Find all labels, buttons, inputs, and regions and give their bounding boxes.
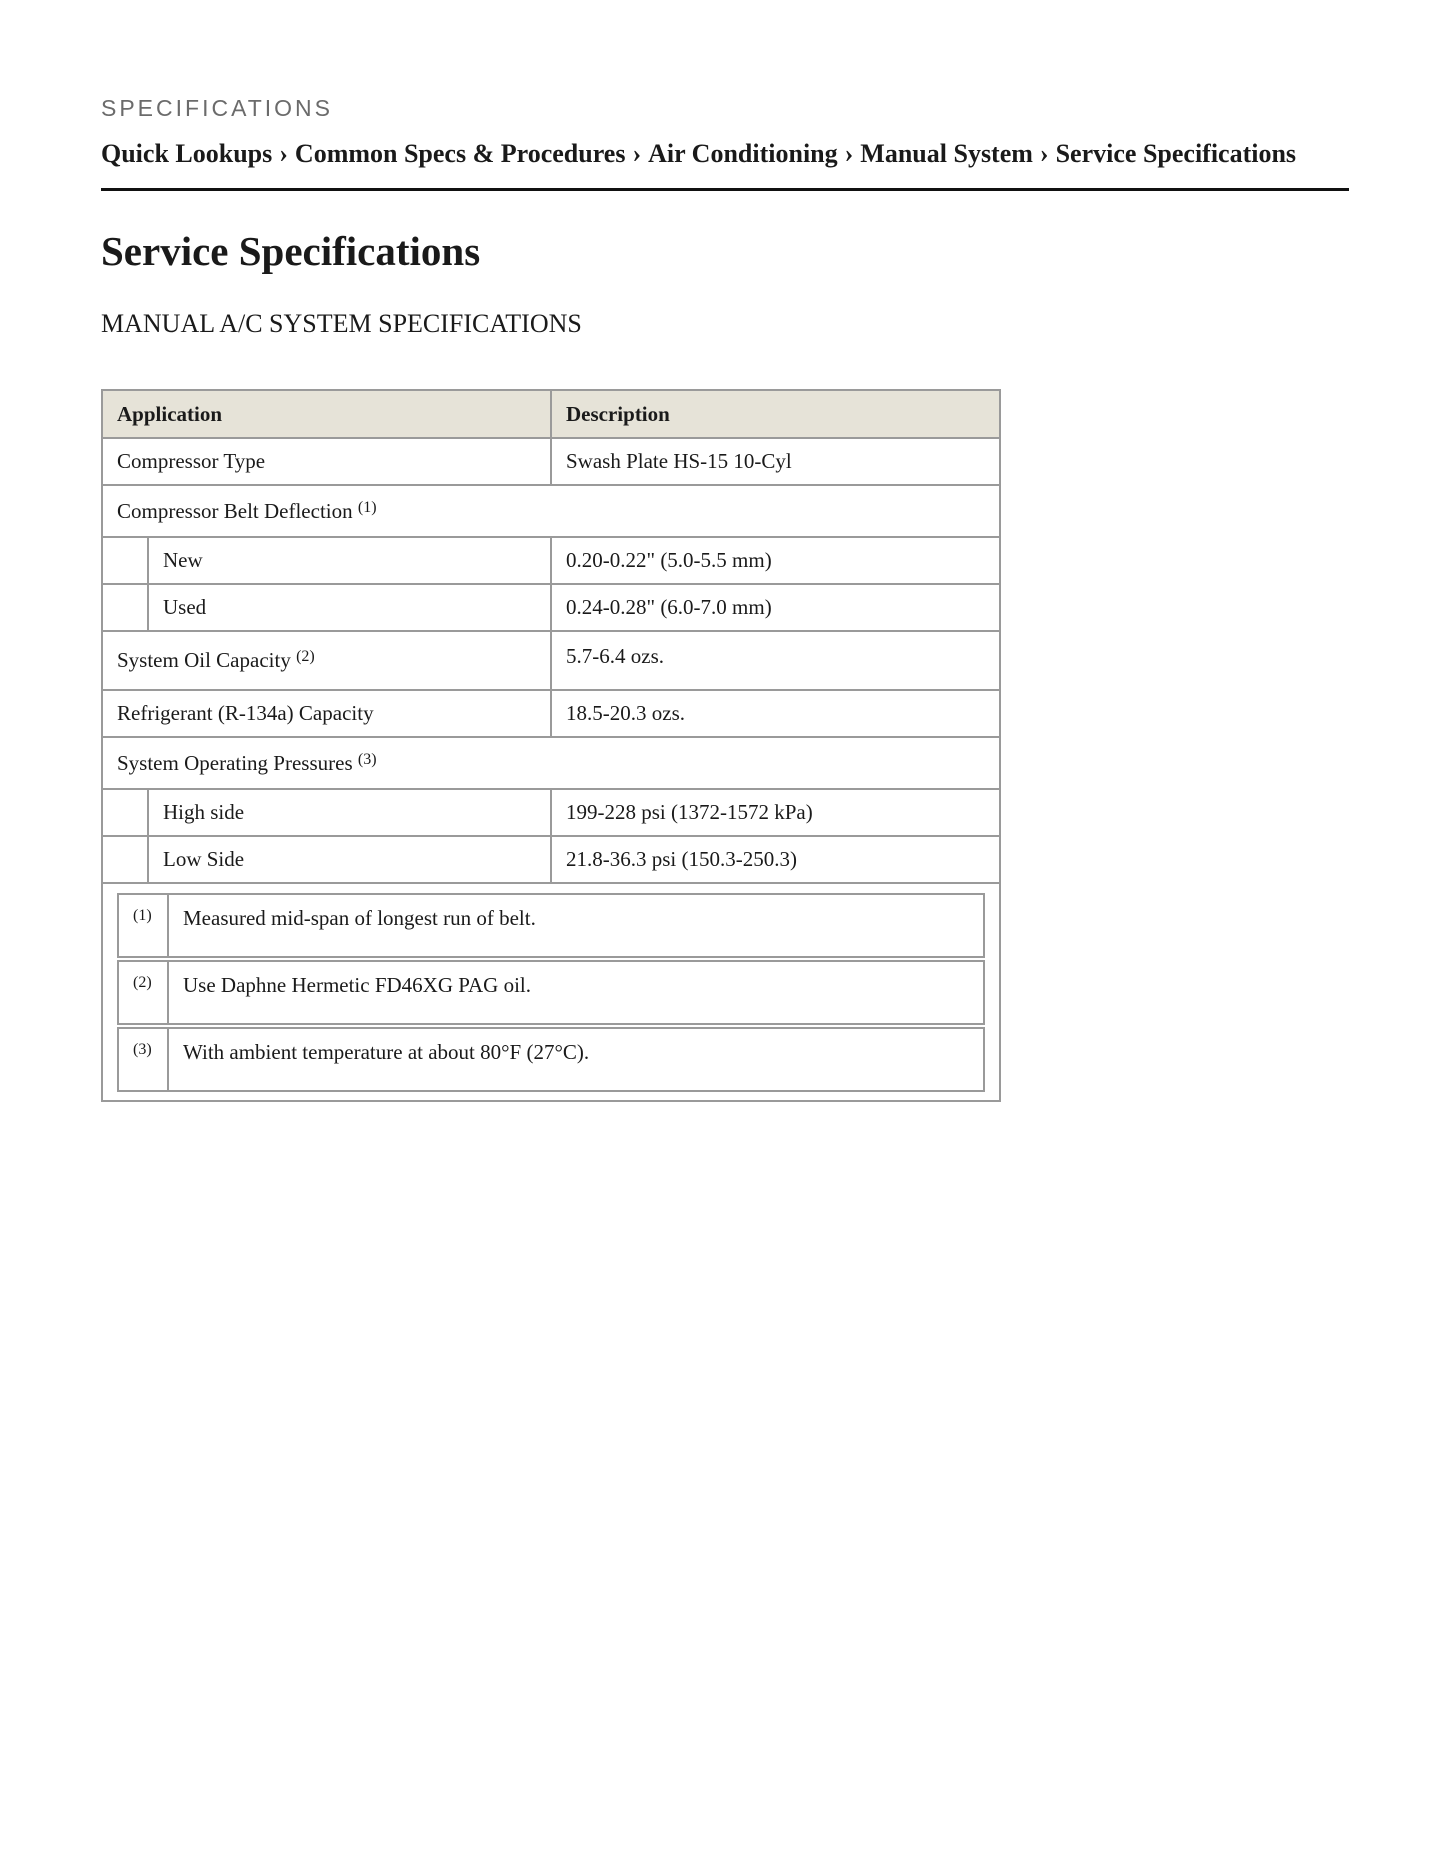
application-label: Compressor Belt Deflection — [117, 498, 353, 523]
group-heading-cell — [102, 485, 1000, 537]
footnotes-row — [102, 883, 1000, 1101]
application-cell: Low Side — [148, 836, 551, 883]
breadcrumb-separator: › — [632, 139, 642, 168]
table-row — [102, 485, 1000, 537]
footnotes-table — [117, 891, 985, 1094]
table-row — [102, 737, 1000, 789]
column-header-description: Description — [551, 390, 1000, 438]
application-label: System Oil Capacity — [117, 648, 291, 672]
footnote-row — [117, 1027, 985, 1092]
table-row — [102, 836, 1000, 883]
breadcrumb-item-common-specs[interactable]: Common Specs & Procedures — [294, 139, 626, 168]
breadcrumb-item-quick-lookups[interactable]: Quick Lookups — [101, 139, 273, 168]
description-cell: 18.5-20.3 ozs. — [551, 690, 1000, 737]
footnote-ref: (3) — [357, 750, 377, 768]
description-cell: 0.24-0.28" (6.0-7.0 mm) — [551, 584, 1000, 631]
table-row — [102, 631, 1000, 690]
footnote-ref: (1) — [357, 498, 377, 516]
footnote-text: Measured mid-span of longest run of belt. — [169, 893, 985, 958]
table-row — [102, 690, 1000, 737]
application-cell: High side — [148, 789, 551, 836]
description-cell: 0.20-0.22" (5.0-5.5 mm) — [551, 537, 1000, 584]
application-cell: New — [148, 537, 551, 584]
breadcrumb-item-air-conditioning[interactable]: Air Conditioning — [648, 139, 838, 168]
header-divider — [101, 188, 1349, 191]
table-row — [102, 537, 1000, 584]
indent-cell — [102, 584, 148, 631]
application-cell: Refrigerant (R-134a) Capacity — [102, 690, 551, 737]
section-label: SPECIFICATIONS — [101, 95, 333, 121]
footnote-text: Use Daphne Hermetic FD46XG PAG oil. — [169, 960, 985, 1025]
breadcrumb-item-current: Service Specifications — [1055, 139, 1297, 168]
breadcrumb — [101, 139, 1349, 169]
application-cell — [102, 631, 551, 690]
group-heading-cell — [102, 737, 1000, 789]
description-cell: 5.7-6.4 ozs. — [551, 631, 1000, 690]
indent-cell — [102, 789, 148, 836]
spec-table — [101, 389, 1001, 1102]
application-cell: Used — [148, 584, 551, 631]
application-cell: Compressor Type — [102, 438, 551, 485]
footnote-mark: (2) — [117, 960, 169, 1025]
indent-cell — [102, 537, 148, 584]
table-header-row — [102, 390, 1000, 438]
footnotes-cell — [102, 883, 1000, 1101]
indent-cell — [102, 836, 148, 883]
breadcrumb-item-manual-system[interactable]: Manual System — [860, 139, 1033, 168]
breadcrumb-separator: › — [844, 139, 854, 168]
footnote-row — [117, 960, 985, 1025]
description-cell: Swash Plate HS-15 10-Cyl — [551, 438, 1000, 485]
description-cell: 199-228 psi (1372-1572 kPa) — [551, 789, 1000, 836]
application-label: System Operating Pressures — [117, 750, 353, 775]
table-row — [102, 789, 1000, 836]
breadcrumb-separator: › — [1039, 139, 1049, 168]
footnote-mark: (3) — [117, 1027, 169, 1092]
footnote-row — [117, 893, 985, 958]
footnote-mark: (1) — [117, 893, 169, 958]
description-cell: 21.8-36.3 psi (150.3-250.3) — [551, 836, 1000, 883]
breadcrumb-separator: › — [279, 139, 288, 168]
footnote-text: With ambient temperature at about 80°F (27°C). — [169, 1027, 985, 1092]
column-header-application: Application — [102, 390, 551, 438]
section-subtitle: MANUAL A/C SYSTEM SPECIFICATIONS — [101, 309, 582, 338]
table-row — [102, 584, 1000, 631]
page-title: Service Specifications — [101, 228, 481, 274]
footnote-ref: (2) — [296, 648, 315, 665]
table-row — [102, 438, 1000, 485]
